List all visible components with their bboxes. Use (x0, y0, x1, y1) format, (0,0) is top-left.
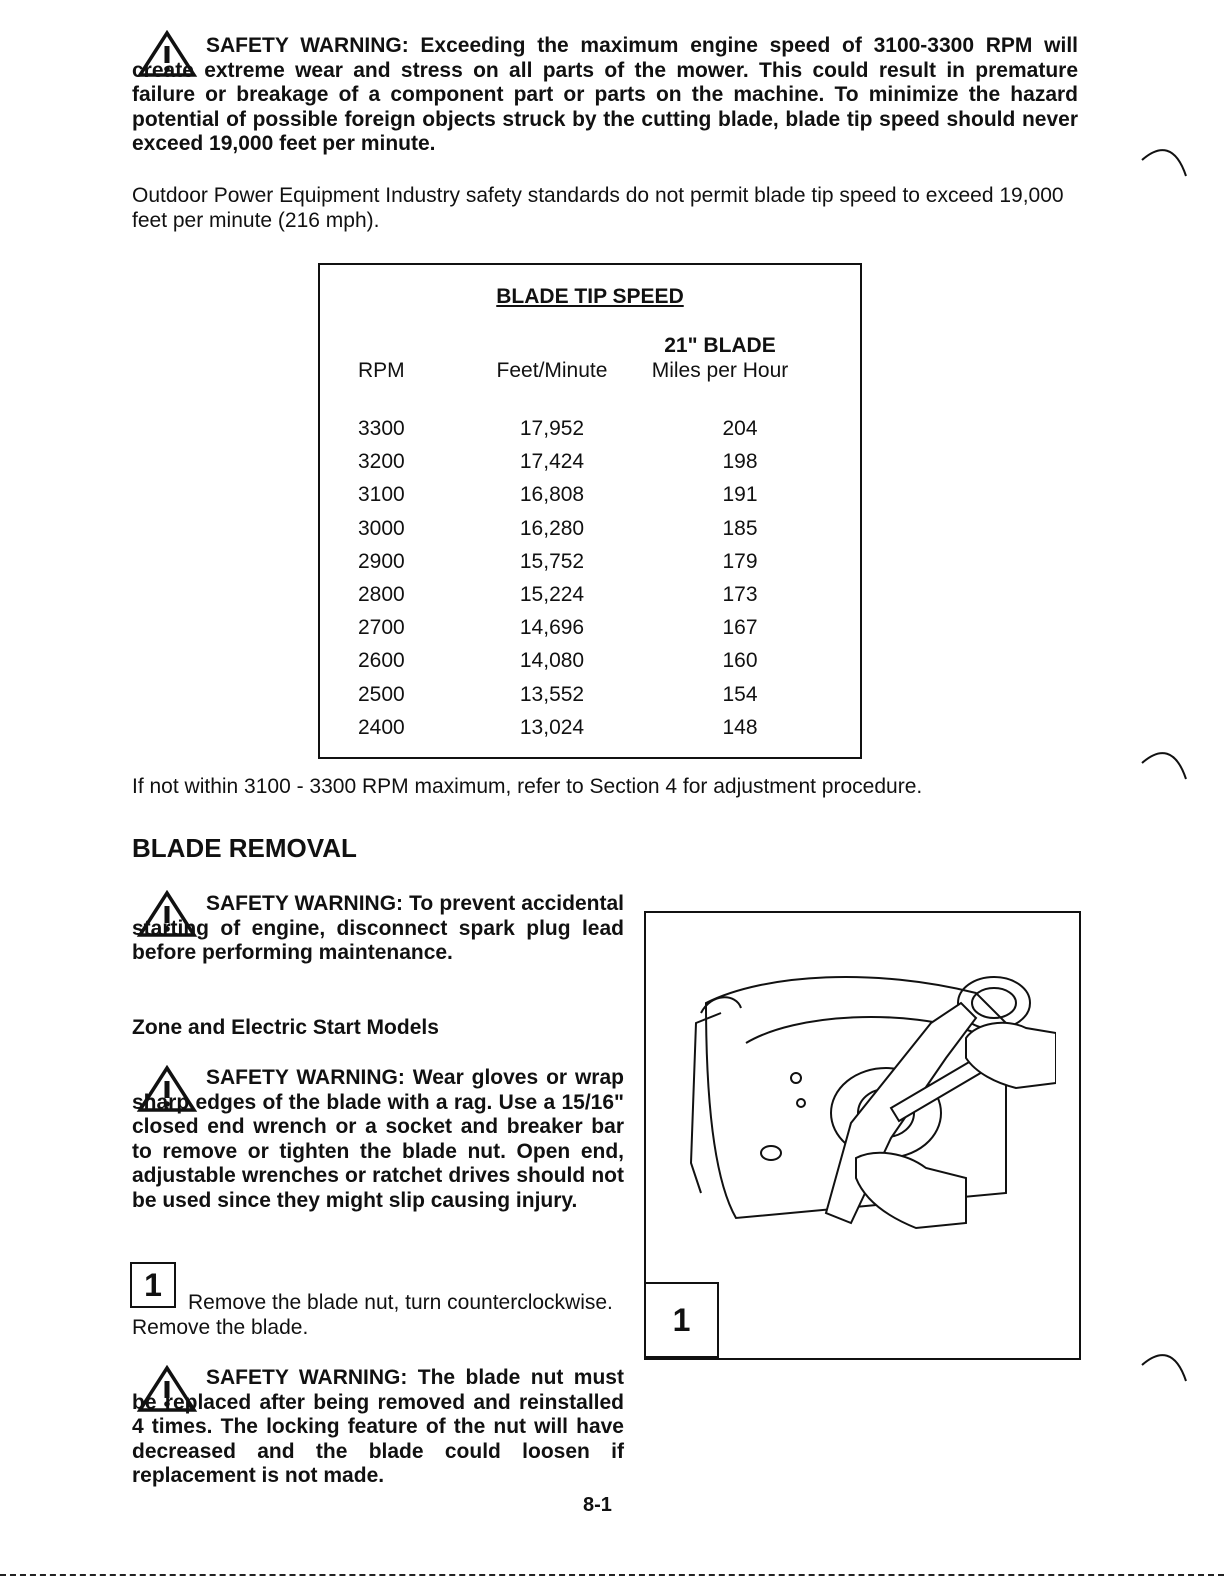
cell-mph: 148 (722, 715, 758, 739)
cell-rpm: 3300 (358, 417, 405, 440)
cell-feet-minute: 16,280 (519, 516, 585, 540)
warning-body: The blade nut must be replaced after being removed and reinstalled 4 times. The locking feature of the nut will have decreased and the blade could loosen if replacement is not made. (132, 1366, 624, 1488)
cell-rpm: 2600 (358, 649, 405, 673)
warning-body: To prevent accidental starting of engine, disconnect spark plug lead before performing maintenance. (132, 892, 624, 965)
cell-rpm: 2700 (358, 616, 405, 640)
safety-warning-gloves (132, 1066, 624, 1214)
cell-feet-minute: 14,080 (519, 649, 585, 673)
table-title: BLADE TIP SPEED (496, 285, 684, 308)
figure-label-box: 1 (644, 1282, 719, 1358)
binding-mark-icon (1140, 1347, 1190, 1387)
cell-mph: 204 (722, 417, 758, 440)
warning-lead: SAFETY WARNING: (206, 34, 409, 57)
step-number-box: 1 (130, 1262, 176, 1308)
cell-feet-minute: 17,424 (519, 450, 585, 474)
safety-warning-spark-plug (132, 892, 624, 966)
step-1-instruction: Remove the blade nut, turn counterclockwise. Remove the blade. (132, 1291, 613, 1339)
cell-feet-minute: 15,224 (519, 583, 585, 606)
cell-feet-minute: 16,808 (519, 483, 585, 507)
figure-blade-removal (644, 911, 1081, 1360)
cell-rpm: 3100 (358, 483, 405, 507)
cell-rpm: 2400 (358, 715, 405, 739)
cell-feet-minute: 13,024 (519, 715, 585, 739)
warning-lead: SAFETY WARNING: (206, 1066, 405, 1089)
subheading-models: Zone and Electric Start Models (132, 1016, 439, 1039)
table-group-header: 21" BLADE (664, 334, 776, 357)
cell-feet-minute: 17,952 (519, 417, 585, 440)
binding-mark-icon (1140, 745, 1190, 785)
warning-lead: SAFETY WARNING: (206, 892, 404, 915)
warning-body: Wear gloves or wrap sharp edges of the blade with a rag. Use a 15/16" closed end wrench or a socket and breaker bar to remove or tighten the blade nut. Open end, adjustable wrenches or ratchet drives should not be used since they might slip causing injury. (132, 1066, 624, 1212)
blade-tip-speed-table (318, 263, 862, 759)
mower-blade-removal-illustration-icon (676, 963, 1056, 1243)
safety-warning-blade-nut (132, 1366, 624, 1489)
header-feet-minute: Feet/Minute (496, 359, 608, 382)
cell-mph: 185 (722, 516, 758, 540)
cell-mph: 191 (722, 483, 758, 507)
cell-mph: 154 (722, 682, 758, 706)
cell-rpm: 2900 (358, 549, 405, 573)
bottom-edge-line (0, 1574, 1224, 1576)
page-number: 8-1 (583, 1494, 612, 1516)
cell-rpm: 2500 (358, 682, 405, 706)
cell-mph: 179 (722, 549, 758, 573)
cell-rpm: 3000 (358, 516, 405, 540)
section-heading: BLADE REMOVAL (132, 833, 357, 863)
warning-body: Exceeding the maximum engine speed of 3100-3300 RPM will create extreme wear and stress on all parts of the mower. This could result in premature failure or breakage of a component part or parts on the machine. To minimize the hazard potential of possible foreign objects struck by the cutting blade, blade tip speed should never exceed 19,000 feet per minute. (132, 34, 1078, 156)
cell-feet-minute: 15,752 (519, 549, 585, 573)
intro-paragraph: Outdoor Power Equipment Industry safety standards do not permit blade tip speed to exceed 19,000 feet per minute (216 mph). (132, 184, 1064, 232)
header-miles-per-hour: Miles per Hour (651, 359, 789, 382)
cell-mph: 167 (722, 616, 758, 640)
cell-rpm: 3200 (358, 450, 405, 474)
cell-mph: 198 (722, 450, 758, 474)
cell-feet-minute: 14,696 (519, 616, 585, 640)
adjustment-note: If not within 3100 - 3300 RPM maximum, refer to Section 4 for adjustment procedure. (132, 775, 923, 798)
cell-mph: 160 (722, 649, 758, 673)
cell-mph: 173 (722, 583, 758, 606)
binding-mark-icon (1140, 142, 1190, 182)
header-rpm: RPM (358, 359, 405, 382)
cell-rpm: 2800 (358, 583, 405, 606)
warning-lead: SAFETY WARNING: (206, 1366, 408, 1389)
cell-feet-minute: 13,552 (519, 682, 585, 706)
safety-warning-speed (132, 34, 1078, 157)
